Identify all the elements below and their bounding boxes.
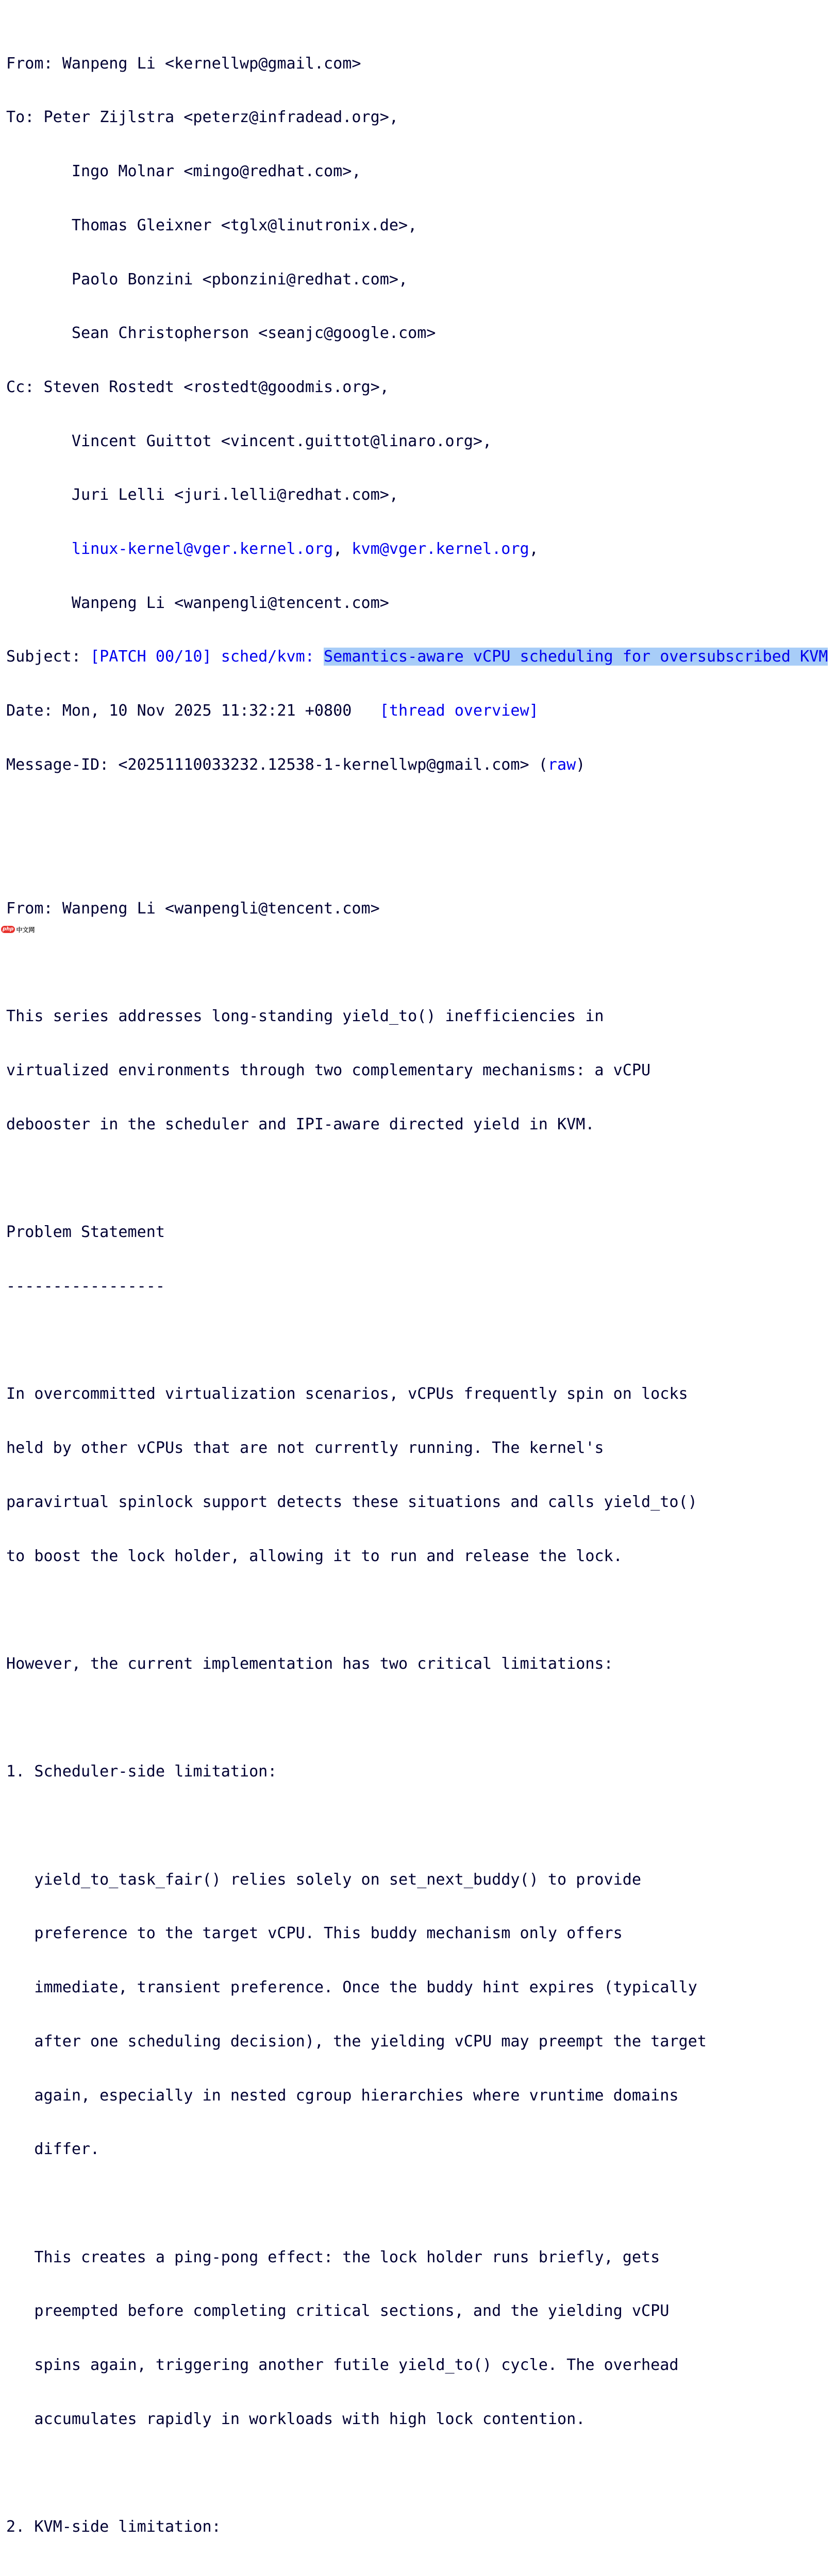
- body-text-line: This series addresses long-standing yield_to() inefficiencies in: [6, 1007, 604, 1026]
- body-text-line: after one scheduling decision), the yielding vCPU may preempt the target: [6, 2032, 707, 2050]
- indent: [6, 486, 72, 504]
- header-subject-label: Subject:: [6, 648, 91, 666]
- header-to-continuation: [6, 217, 828, 235]
- cc-recipient: Wanpeng Li <wanpengli@tencent.com>: [71, 594, 389, 612]
- watermark: [1, 925, 35, 934]
- header-message-id-line: [6, 756, 828, 774]
- to-recipient: Sean Christopherson <seanjc@google.com>: [71, 324, 436, 343]
- watermark-text: 中文网: [16, 926, 35, 934]
- blank-line: [6, 1817, 828, 1835]
- subject-prefix[interactable]: [PATCH 00/10] sched/kvm:: [90, 648, 324, 666]
- header-from-line: [6, 55, 828, 73]
- body-text-line: to boost the lock holder, allowing it to run and release the lock.: [6, 1547, 623, 1565]
- header-to-line: [6, 109, 828, 127]
- blank-line: [6, 1709, 828, 1727]
- body-text-line: accumulates rapidly in workloads with high lock contention.: [6, 2410, 586, 2428]
- subject-link[interactable]: [90, 648, 828, 666]
- paren-close: ): [576, 755, 586, 774]
- header-to-label: To:: [6, 108, 44, 127]
- body-text-line: This creates a ping-pong effect: the lock holder runs briefly, gets: [6, 2248, 660, 2266]
- cc-recipient: Juri Lelli <juri.lelli@redhat.com>,: [71, 486, 398, 504]
- linux-kernel-list-link[interactable]: linux-kernel@vger.kernel.org: [71, 540, 333, 558]
- header-date-value: Mon, 10 Nov 2025 11:32:21 +0800: [62, 702, 352, 720]
- section-title: Problem Statement: [6, 1223, 165, 1242]
- header-cc-line: [6, 379, 828, 397]
- blank-line: [6, 954, 828, 972]
- body-text-line: yield_to_task_fair() relies solely on set_next_buddy() to provide: [6, 1870, 642, 1889]
- cc-recipient: Vincent Guittot <vincent.guittot@linaro.org>,: [71, 432, 492, 450]
- header-from-label: From:: [6, 54, 62, 73]
- header-subject-line: [6, 648, 828, 666]
- header-cc-continuation: [6, 595, 828, 613]
- body-text-line: preempted before completing critical sections, and the yielding vCPU: [6, 2302, 670, 2320]
- subject-selected-text[interactable]: Semantics-aware vCPU scheduling for oversubscribed KVM: [324, 648, 828, 666]
- body-text-line: preference to the target vCPU. This buddy mechanism only offers: [6, 1924, 623, 1943]
- indent: [6, 216, 72, 234]
- body-text-line: again, especially in nested cgroup hierarchies where vruntime domains: [6, 2086, 679, 2105]
- to-recipient: Peter Zijlstra <peterz@infradead.org>,: [43, 108, 398, 127]
- to-recipient: Ingo Molnar <mingo@redhat.com>,: [71, 162, 361, 181]
- blank-line: [6, 1170, 828, 1188]
- header-cc-continuation: [6, 486, 828, 504]
- body-text-line: In overcommitted virtualization scenarios, vCPUs frequently spin on locks: [6, 1385, 688, 1403]
- raw-link[interactable]: raw: [547, 755, 576, 774]
- body-text-line: held by other vCPUs that are not currently running. The kernel's: [6, 1439, 604, 1458]
- to-recipient: Paolo Bonzini <pbonzini@redhat.com>,: [71, 270, 408, 289]
- section-underline: -----------------: [6, 1277, 165, 1295]
- blank-line: [6, 2572, 828, 2576]
- list-separator: ,: [333, 540, 352, 558]
- header-cc-continuation: [6, 433, 828, 451]
- body-from-line: From: Wanpeng Li <wanpengli@tencent.com>: [6, 900, 380, 918]
- thread-overview-link[interactable]: [thread overview]: [379, 702, 539, 720]
- limitation-2-heading: 2. KVM-side limitation:: [6, 2518, 221, 2536]
- blank-line: [6, 1332, 828, 1350]
- header-message-id-value: <20251110033232.12538-1-kernellwp@gmail.com>: [118, 755, 529, 774]
- body-text-line: However, the current implementation has two critical limitations:: [6, 1654, 613, 1673]
- body-text-line: virtualized environments through two complementary mechanisms: a vCPU: [6, 1061, 651, 1080]
- indent: [6, 162, 72, 180]
- blank-line: [6, 810, 828, 828]
- limitation-1-heading: 1. Scheduler-side limitation:: [6, 1762, 277, 1781]
- email-message: [6, 1, 828, 2576]
- header-date-label: Date:: [6, 702, 62, 720]
- header-to-continuation: [6, 271, 828, 289]
- header-to-continuation: [6, 163, 828, 181]
- to-recipient: Thomas Gleixner <tglx@linutronix.de>,: [71, 216, 417, 234]
- body-text-line: spins again, triggering another futile yield_to() cycle. The overhead: [6, 2356, 679, 2375]
- indent: [6, 594, 72, 612]
- header-to-continuation: [6, 325, 828, 343]
- watermark-logo-icon: php: [1, 926, 15, 933]
- header-cc-lists: [6, 540, 828, 558]
- body-text-line: debooster in the scheduler and IPI-aware directed yield in KVM.: [6, 1115, 595, 1133]
- kvm-list-link[interactable]: kvm@vger.kernel.org: [352, 540, 529, 558]
- blank-line: [6, 2195, 828, 2213]
- header-message-id-label: Message-ID:: [6, 755, 119, 774]
- body-text-line: immediate, transient preference. Once the buddy hint expires (typically: [6, 1978, 697, 1997]
- header-cc-label: Cc:: [6, 378, 44, 396]
- indent: [6, 540, 72, 558]
- body-text-line: differ.: [6, 2140, 100, 2159]
- spacer: [352, 702, 379, 720]
- paren-open: (: [529, 755, 548, 774]
- blank-line: [6, 2464, 828, 2482]
- header-date-line: [6, 702, 828, 720]
- blank-line: [6, 1601, 828, 1619]
- header-from-value: Wanpeng Li <kernellwp@gmail.com>: [62, 54, 361, 73]
- indent: [6, 324, 72, 342]
- indent: [6, 270, 72, 289]
- list-trailing-comma: ,: [529, 540, 539, 558]
- body-text-line: paravirtual spinlock support detects these situations and calls yield_to(): [6, 1493, 697, 1511]
- cc-recipient: Steven Rostedt <rostedt@goodmis.org>,: [43, 378, 389, 396]
- indent: [6, 432, 72, 450]
